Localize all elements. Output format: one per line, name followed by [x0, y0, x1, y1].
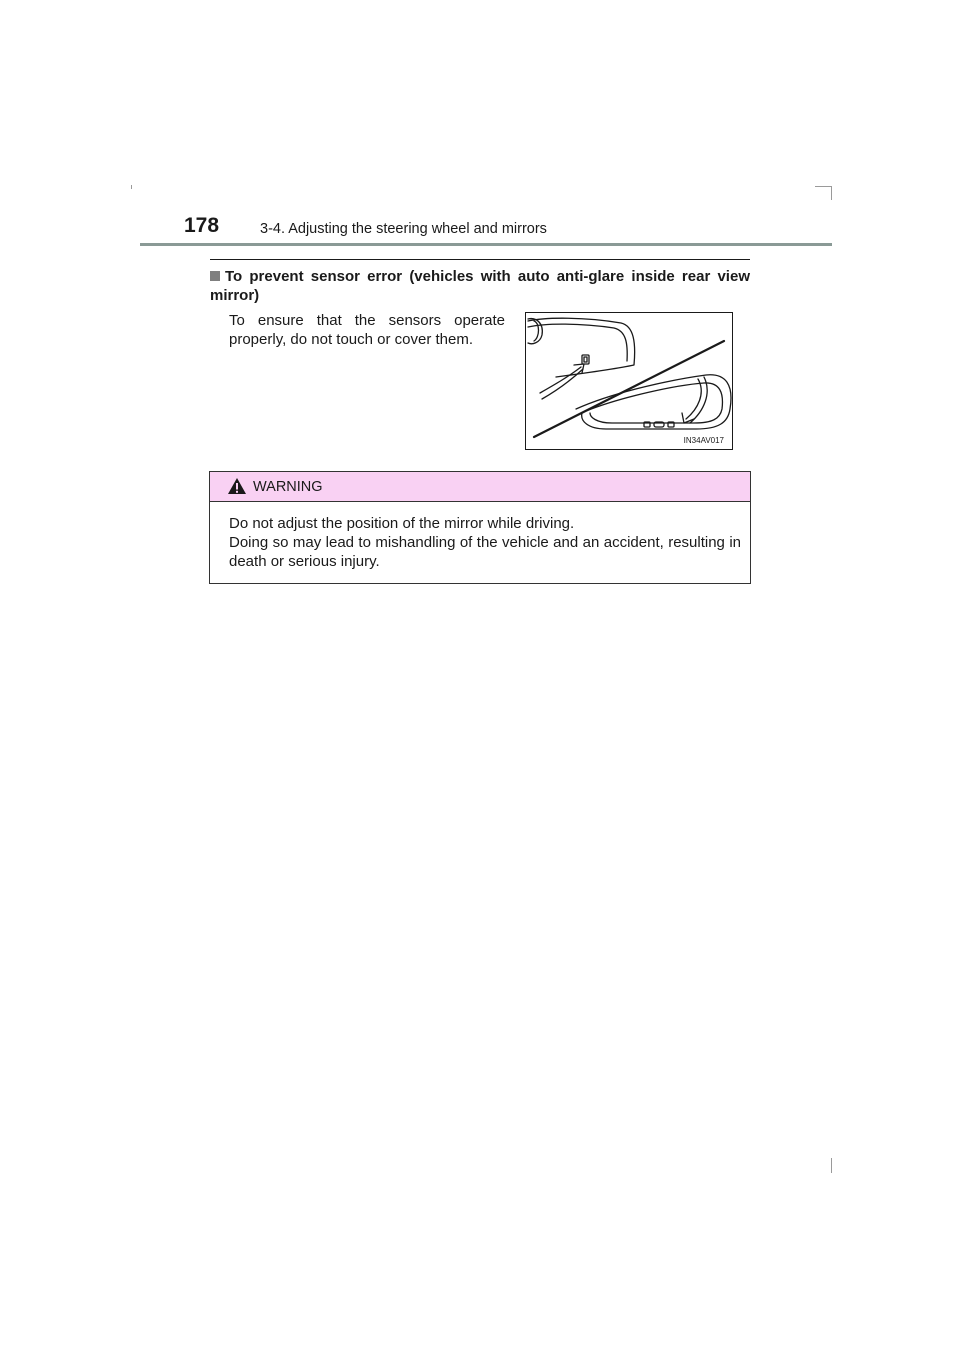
bullet-square-icon — [210, 271, 220, 281]
section-heading-text: To prevent sensor error (vehicles with auto anti-glare inside rear view mirror) — [210, 268, 750, 304]
warning-line: Doing so may lead to mishandling of the vehicle and an accident, resulting in death or serious injury. — [229, 534, 741, 570]
section-body-text: To ensure that the sensors operate properly, do not touch or cover them. — [229, 312, 505, 348]
mirror-sensor-illustration — [525, 312, 733, 450]
page-number: 178 — [184, 214, 220, 237]
header-rule — [140, 243, 832, 246]
warning-triangle-icon — [227, 477, 247, 495]
warning-label: WARNING — [253, 479, 323, 495]
warning-body — [229, 514, 741, 571]
chapter-title: 3-4. Adjusting the steering wheel and mirrors — [260, 221, 547, 237]
section-heading — [210, 267, 750, 305]
section-rule — [210, 259, 750, 260]
mirror-sensor-drawing — [526, 313, 734, 451]
warning-header — [210, 472, 750, 502]
figure-code: IN34AV017 — [683, 436, 724, 445]
warning-box — [209, 471, 751, 584]
crop-mark-bottom-right — [831, 1158, 832, 1173]
crop-mark-top-left — [131, 185, 132, 189]
crop-mark-top-right-v — [831, 186, 832, 200]
crop-mark-top-right-h — [815, 186, 832, 187]
warning-line: Do not adjust the position of the mirror while driving. — [229, 515, 575, 532]
